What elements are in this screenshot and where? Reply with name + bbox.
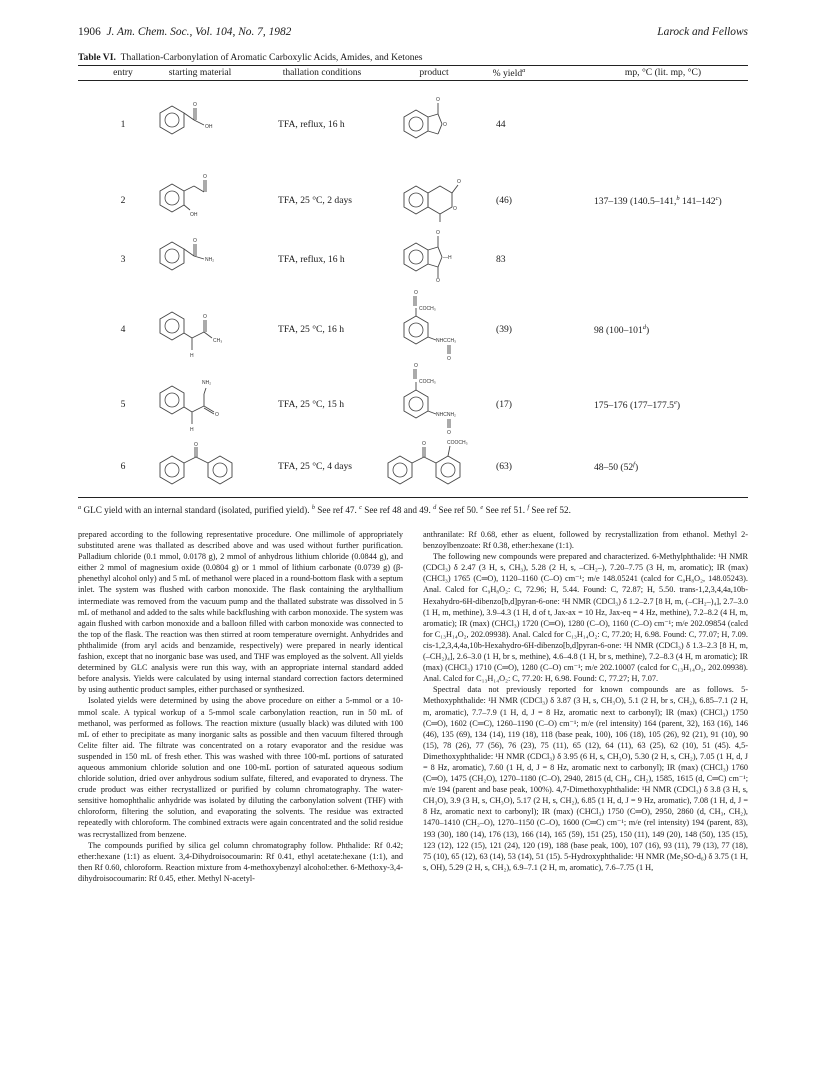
h-label: H (190, 353, 194, 359)
footnote-mark-a: a (78, 504, 82, 511)
amide-label: NHCCH₃ (436, 338, 457, 344)
table-title: Thallation-Carbonylation of Aromatic Carboxylic Acids, Amides, and Ketones (120, 52, 423, 63)
row-4-mp-value: 98 (100–101 (594, 325, 643, 337)
oxygen-label: O (457, 179, 461, 185)
row-1-yield: 44 (496, 119, 506, 130)
running-head (78, 26, 748, 42)
row-6-starting-structure (150, 442, 260, 492)
row-4-starting-structure (150, 302, 250, 362)
row-3-conditions: TFA, reflux, 16 h (278, 254, 345, 265)
oxygen-label: O (414, 290, 418, 296)
nh2-label: NH₂ (202, 380, 212, 386)
row-3-starting-structure (150, 230, 250, 280)
footnote-f: See ref 52. (529, 505, 571, 516)
row-4-entry: 4 (120, 324, 126, 335)
oh-label: OH (205, 124, 213, 130)
oxygen-label-2: O (436, 278, 440, 282)
row-2-entry: 2 (120, 195, 126, 206)
row-5-mp-ref-e: e (673, 399, 677, 406)
row-5-mp-value: 175–176 (177–177.5 (594, 400, 674, 412)
row-6-mp-value: 48–50 (52 (594, 462, 634, 474)
ester-label: COCH₃ (419, 379, 436, 385)
ester-label: COOCH₃ (447, 440, 468, 446)
footnote-mark-d: d (433, 504, 437, 511)
row-6-product-structure (378, 436, 488, 494)
paragraph: The following new compounds were prepared and characterized. 6-Methylphthalide: ¹H NMR (CDCl₃) δ 2.47 (3 H, s, CH₃), 5.28 (2 H, s, –CH₂–), 7.20–7.75 (3 H, m, aromatic); IR (max) (CHCl₃) 1765 (C═O), 1120–1160 (C–O) cm⁻¹; m/e 148.05241 (calcd for C₉H₈O₂, 148.05243). Anal. Calcd for C₉H₈O₂: C, 72.96; H, 5.44. Found: C, 72.87; H, 5.50. trans-1,2,3,4,4a,10b-Hexahydro-6H-dibenzo[b,d]pyran-6-one: ¹H NMR (CDCl₃) δ 1.2–2.7 [8 H, m, (–CH₂–)₄], 2.7–3.0 (1 H, m, methine), 3.9–4.3 (1 H, d of t, Jax-ax = 10 Hz, Jax-eq = 4 Hz, methine), 7.2–8.2 (4 H, m, aromatic); IR (max) (CHCl₃) 1720 (C═O), 1280 (C–O), 1160 (C–O) cm⁻¹; m/e 202.09854 (calcd for C₁₃H₁₄O₂, 202.09938). Anal. Calcd for C₁₃H₁₄O₂: C, 77.20; H, 6.98. Found: C, 77.07; H, 7.09. cis-1,2,3,4,4a,10b-Hexahydro-6H-dibenzo[b,d]pyran-6-one: ¹H NMR (CDCl₃) δ 1.3–2.3 [8 H, m, (–CH₂)₄], 2.6–3.0 (1 H, br s, methine), 4.6–4.8 (1 H, br s, methine), 7.2–8.3 (4 H, m aromatic); IR (max) (CHCl₃) 1710 (C═O), 1280 (C–O) cm⁻¹; m/e 202.10007 (calcd for C₁₃H₁₄O₂, 202.09938). Anal. Calcd for C₁₃H₁₄O₂: C, 77.20: H, 6.98. Found: C, 77.27; H, 7.07. (423, 552, 748, 684)
col-header-entry: entry (113, 67, 133, 78)
col-header-yield-mark: a (522, 67, 526, 74)
row-2-mp (594, 195, 722, 207)
paragraph: Isolated yields were determined by using the above procedure on either a 5-mmol or a 10-mmol scale. A typical workup of a 5-mmol scale carbonylation reaction, run in 50 mL of methanol, was performed as follows. The reaction mixture (usually black) was diluted with 100 mL of ether to precipitate as many inorganic salts as possible and then vacuum filtered through Celite filter aid. The filtrate was concentrated on a rotary evaporator and the residue was suspended in 150 mL of fresh ether. This was washed with three 100-mL portions of saturated aqueous ammonium chloride solution and one 100-mL portion of saturated aqueous sodium chloride solution, dried over anhydrous sodium sulfate, filtered, and evaporated to dryness. The crude product was either recrystallized or purified by column chromatography. The water-sensitive homophthalic anhydride was isolated by diluting the carbonylation solvent (THF) with chloroform, filtering the solution, and evaporating the solvents. The residue was extracted repeatedly with chloroform. The combined extracts were again concentrated and the solid residue was recrystallized from benzene. (78, 696, 403, 839)
row-4-conditions: TFA, 25 °C, 16 h (278, 324, 345, 335)
urea-label: NHCNH₂ (436, 412, 456, 418)
oxygen-label: O (422, 441, 426, 447)
row-4-mp-close: ) (646, 325, 650, 337)
ch3-label: CH₃ (213, 338, 223, 344)
oxygen-label-2: O (447, 356, 451, 360)
page-header-left (78, 26, 291, 38)
table-bottom-rule (78, 497, 748, 498)
paragraph: The compounds purified by silica gel column chromatography follow. Phthalide: Rf 0.42; ether:hexane (1:1) as eluent. 3,4-Dihydroisocoumarin: Rf 0.41, ethyl acetate:hexane (1:1), and then Rf 0.60, chloroform. Reaction mixture from 4-methoxybenzyl alcohol:ether. 6-Methoxy-3,4-dihydroisocoumarin: Rf 0.45, ether. Methyl N-acetyl- (78, 840, 403, 883)
row-2-mp-lit: 141–142 (679, 196, 716, 208)
row-5-starting-structure (150, 374, 250, 434)
oxygen-label: O (193, 102, 197, 108)
ring-oxygen-label: O (443, 122, 447, 128)
col-header-mp: mp, °C (lit. mp, °C) (624, 67, 702, 78)
col-header-conditions: thallation conditions (282, 67, 362, 78)
footnote-mark-f: f (527, 504, 530, 511)
row-2-product-structure (396, 170, 476, 225)
footnote-b: See ref 47. (314, 505, 360, 516)
row-2-conditions: TFA, 25 °C, 2 days (278, 195, 353, 206)
paragraph: prepared according to the following representative procedure. One millimole of appropriately substituted arene was thallated as described above and was used without further purification. Palladium chloride (0.1 mmol, 0.0178 g), 2 mmol of anhydrous lithium chloride (0.0844 g), and either 2 mmol of magnesium oxide (0.0804 g) or 1 mmol of lithium carbonate (0.0739 g) (β-phenethyl alcohol only) and 5 mL of methanol were placed in a round-bottom flask with a septum inlet. The system was flushed with carbon monoxide. The flask containing the arylthallium intermediate was removed from the vacuum pump and the thallated substrate was dissolved in 5 mL of methanol and added to the salts while backflushing with carbon monoxide. The system was again flushed with carbon monoxide and a balloon filled with carbon monoxide was connected to the top of the flask. The reaction was then stirred at room temperature overnight. Anhydrides and phthalimide (from aryl acids and benzamide, respectively) were prepared in nearly identical fashion, except that no inorganic base was used, and THF was employed as the solvent. All yields determined by GLC analysis were run this way, with an appropriate internal standard added before analysis. Yields were calculated by using internal standard correction factors determined by using authentic product samples, either purchased or synthesized. (78, 530, 403, 695)
oxygen-label: O (436, 97, 440, 103)
oxygen-label: O (194, 442, 198, 448)
ring-oxygen-label: O (453, 206, 457, 212)
row-1-entry: 1 (120, 119, 126, 130)
h-label: H (190, 427, 194, 433)
row-5-product-structure (396, 362, 486, 437)
paragraph: Spectral data not previously reported for known compounds are as follows. 5-Methoxyphthalide: ¹H NMR (CDCl₃) δ 3.87 (3 H, s, CH₃O), 5.1 (2 H, br s, CH₂), 6.85–7.1 (2 H, m, aromatic), 7.7–7.9 (1 H, d, J = 8 Hz, aromatic next to carbonyl); IR (max) (CHCl₃) 1750 (C═O), 1602 (C═C), 1260–1190 (C–O) cm⁻¹; m/e (rel intensity) 164 (parent, 32), 163 (16), 146 (46), 135 (69), 134 (14), 119 (18), 118 (base peak, 100), 106 (18), 105 (26), 92 (21), 91 (10), 90 (15), 78 (26), 77 (56), 76 (23), 75 (11), 65 (12), 64 (11), 63 (25), 62 (10), 51 (45). 4,5-Dimethoxyphthalide: ¹H NMR (CDCl₃) δ 3.95 (6 H, s, CH₃O), 5.30 (2 H, s, CH₂), 7.05 (1 H, d, J = 8 Hz, aromatic), 7.60 (1 H, d, J = 8 Hz, aromatic next to carbonyl); IR (max) (CHCl₃) 1760 (C═O), 1475 (CH₂O), 1270–1180 (C–O), 2940, 2815 (d, CH₃, CH₂), 1585, 1615 (d, C═C) cm⁻¹; m/e 194 (parent and base peak, 100%). 4,7-Dimethoxyphthalide: ¹H NMR (CDCl₃) δ 3.8 (3 H, s, CH₃O), 3.9 (3 H, s, CH₃O), 5.17 (2 H, s, CH₂), 6.85 (1 H, d, J = 9 Hz, aromatic), 7.08 (1 H, d, J = 8 Hz, aromatic next to carbonyl); IR (max) (CHCl₃) 1750 (C═O), 2950, 2860 (d, CH₃, CH₂), 1470–1410 (CH₂–O), 1270–1150 (C–O), 1600 (C═C) cm⁻¹; m/e (rel intensity) 194 (parent, 83), 193 (30), 180 (14), 176 (13), 166 (14), 165 (59), 151 (25), 150 (11), 149 (20), 148 (50), 135 (15), 123 (12), 122 (15), 121 (24), 120 (19), 188 (base peak, 100), 107 (16), 93 (11), 79 (13), 77 (18), 75 (10), 65 (12), 63 (14), 53 (14), 51 (15). 5-Hydroxyphthalide: ¹H NMR (Me₂SO-d₆) δ 3.75 (1 H, s, OH), 5.29 (2 H, s, CH₂), 6.9–7.1 (2 H, m, aromatic), 7.6–7.75 (1 H, (423, 685, 748, 872)
author-running-head: Larock and Fellows (657, 26, 748, 38)
row-3-yield: 83 (496, 254, 506, 265)
oh-label: OH (190, 212, 198, 218)
row-4-mp-ref-d: d (642, 324, 647, 331)
page-number: 1906 (78, 26, 101, 38)
row-5-conditions: TFA, 25 °C, 15 h (278, 399, 345, 410)
journal-citation: J. Am. Chem. Soc., Vol. 104, No. 7, 1982 (106, 26, 292, 38)
row-2-mp-close: ) (718, 196, 722, 208)
row-5-mp (594, 399, 680, 411)
table-label: Table VI. (78, 52, 116, 63)
table-footnotes (78, 502, 748, 516)
col-header-yield-label: % yield (492, 68, 523, 80)
oxygen-label: O (203, 174, 207, 180)
row-6-yield: (63) (496, 461, 512, 472)
oxygen-label: O (414, 363, 418, 369)
table-caption (78, 52, 423, 63)
nh2-label: NH₂ (205, 257, 215, 263)
row-2-mp-ref-c: c (715, 195, 719, 202)
row-2-mp-value: 137–139 (140.5–141, (594, 196, 677, 208)
oxygen-label-2: O (447, 430, 451, 436)
paragraph: anthranilate: Rf 0.68, ether as eluent, followed by recrystallization from ethanol. Methyl 2-benzoylbenzoate: Rf 0.38, ether:hexane (1:1). (423, 530, 748, 551)
row-2-yield: (46) (496, 195, 512, 206)
journal-page (78, 22, 748, 1052)
table-header-rule (78, 80, 748, 81)
footnote-mark-c: c (359, 504, 362, 511)
row-4-yield: (39) (496, 324, 512, 335)
col-header-starting-material: starting material (168, 67, 232, 78)
row-1-starting-structure (150, 94, 250, 144)
body-column-left (78, 529, 403, 884)
col-header-product: product (419, 67, 449, 78)
oxygen-label: O (436, 230, 440, 236)
row-2-mp-ref-b: b (676, 195, 680, 202)
footnote-a: GLC yield with an internal standard (isolated, purified yield). (81, 505, 312, 516)
row-4-product-structure (396, 290, 486, 360)
footnote-e: See ref 51. (483, 505, 528, 516)
ester-label: COCH₃ (419, 306, 436, 312)
row-5-yield: (17) (496, 399, 512, 410)
row-3-product-structure (396, 227, 476, 282)
footnote-mark-b: b (311, 504, 315, 511)
row-4-mp (594, 324, 649, 336)
row-6-mp-ref-f: f (633, 461, 635, 468)
oxygen-label: O (203, 314, 207, 320)
row-6-entry: 6 (120, 461, 126, 472)
nh-label: —H (443, 255, 452, 261)
row-6-mp-close: ) (634, 462, 639, 474)
row-6-conditions: TFA, 25 °C, 4 days (278, 461, 353, 472)
row-6-mp (594, 461, 638, 473)
col-header-yield (484, 67, 534, 79)
table-top-rule (78, 65, 748, 66)
footnote-c: See ref 48 and 49. (361, 505, 434, 516)
row-3-entry: 3 (120, 254, 126, 265)
oxygen-label: O (193, 238, 197, 244)
row-1-conditions: TFA, reflux, 16 h (278, 119, 345, 130)
footnote-mark-e: e (480, 504, 484, 511)
row-1-product-structure (396, 94, 476, 149)
row-2-starting-structure (150, 172, 250, 222)
body-column-right (423, 529, 748, 873)
oxygen-label: O (215, 412, 219, 418)
row-5-entry: 5 (120, 399, 126, 410)
row-5-mp-close: ) (676, 400, 681, 412)
footnote-d: See ref 50. (436, 505, 481, 516)
